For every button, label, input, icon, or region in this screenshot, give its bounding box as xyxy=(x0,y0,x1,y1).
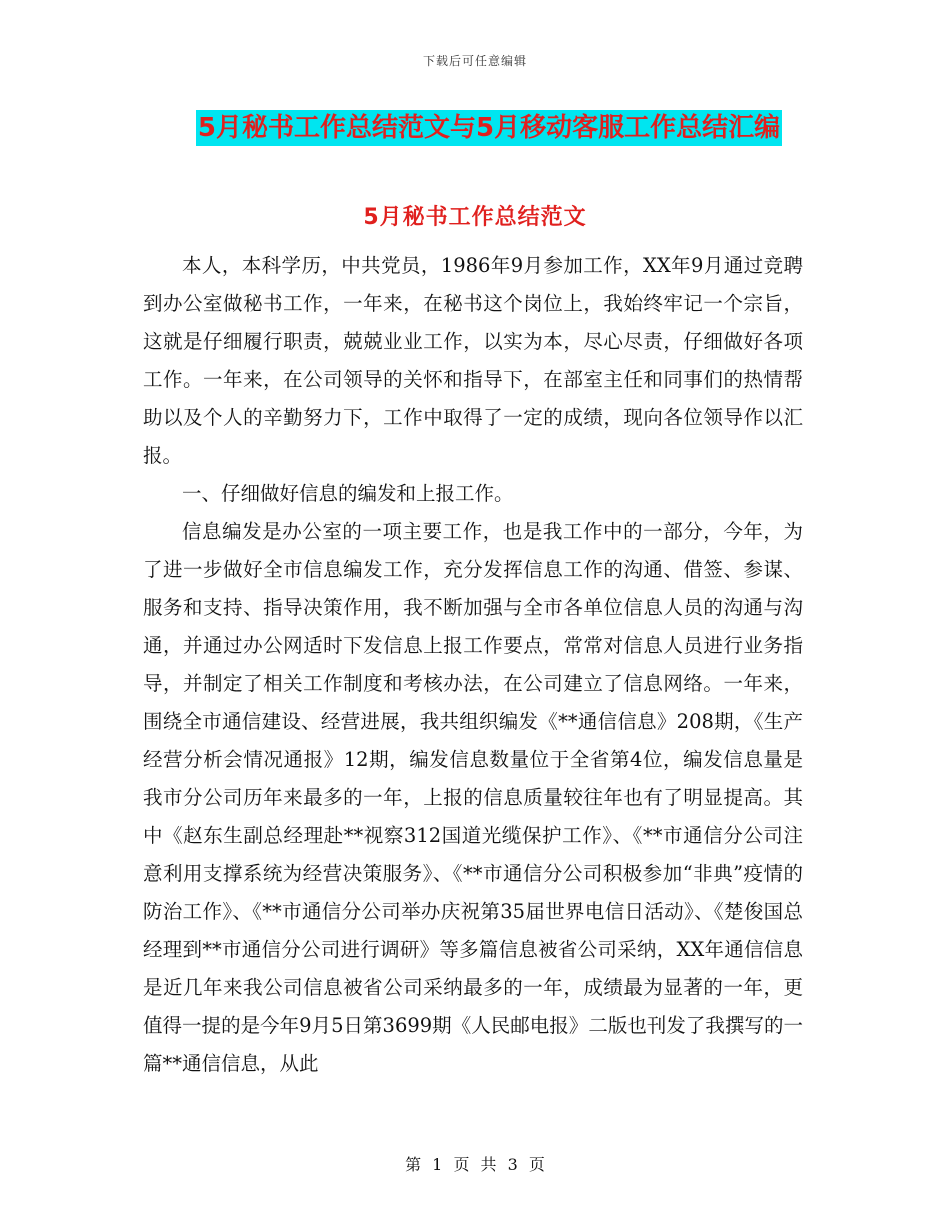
paragraph-heading-one: 一、仔细做好信息的编发和上报工作。 xyxy=(182,482,514,505)
section-title: 5月秘书工作总结范文 xyxy=(363,205,587,230)
page-header-note: 下载后可任意编辑 xyxy=(422,54,527,68)
paragraph-intro: 本人，本科学历，中共党员，1986年9月参加工作，XX年9月通过竞聘到办公室做秘书工作，一年来，在秘书这个岗位上，我始终牢记一个宗旨，这就是仔细履行职责，兢兢业业工作，以实为本，尽心尽责，仔细做好各项工作。一年来，在公司领导的关怀和指导下，在部室主任和同事们的热情帮助以及个人的辛勤努力下，工作中取得了一定的成绩，现向各位领导作以汇报。 xyxy=(143,254,803,467)
paragraph-info-work: 信息编发是办公室的一项主要工作，也是我工作中的一部分，今年，为了进一步做好全市信息编发工作，充分发挥信息工作的沟通、借签、参谋、服务和支持、指导决策作用，我不断加强与全市各单位信息人员的沟通与沟通，并通过办公网适时下发信息上报工作要点，常常对信息人员进行业务指导，并制定了相关工作制度和考核办法，在公司建立了信息网络。一年来，围绕全市通信建设、经营进展，我共组织编发《**通信信息》208期，《生产经营分析会情况通报》12期，编发信息数量位于全省第4位，编发信息量是我市分公司历年来最多的一年，上报的信息质量较往年也有了明显提高。其中《赵东生副总经理赴**视察312国道光缆保护工作》、《**市通信分公司注意利用支撑系统为经营决策服务》、《**市通信分公司积极参加“非典”疫情的防治工作》、《**市通信分公司举办庆祝第35届世界电信日活动》、《楚俊国总经理到**市通信分公司进行调研》等多篇信息被省公司采纳，XX年通信信息是近几年来我公司信息被省公司采纳最多的一年，成绩最为显著的一年，更值得一提的是今年9月5日第3699期《人民邮电报》二版也刊发了我撰写的一篇**通信信息，从此 xyxy=(143,520,803,1075)
body-content xyxy=(143,247,803,1083)
main-title-container xyxy=(0,110,950,146)
page-footer: 第 1 页 共 3 页 xyxy=(405,1155,545,1174)
main-title: 5月秘书工作总结范文与5月移动客服工作总结汇编 xyxy=(196,110,782,146)
